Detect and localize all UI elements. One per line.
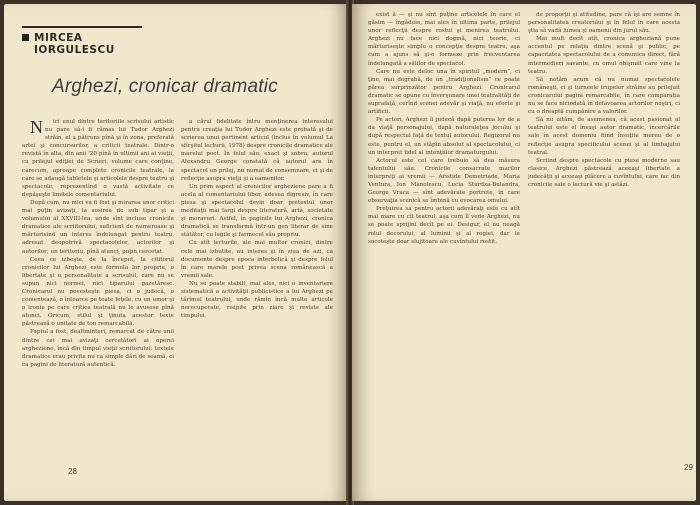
page-number-right: 29 [684, 463, 693, 472]
paragraph: După cum, nu mici va fi fost şi mirarea unor critici mai puţin avizaţi, la sosirea de sub tipar şi a volumului al XXVIII-lea, unde sînt incluse cronicile dramatice ale scriitorului, suficient de numeroase şi mărturisind un interes îndelungat pentru teatru, adresat deopotrivă spectacolelor, actorilor şi autorilor; un teritoriu, pînă atunci, puţin cercetat. [22, 199, 174, 255]
left-page [4, 4, 348, 501]
paragraph: Un prim aspect al cronicilor argheziene pare a fi acela al comentariului liber, adesea digresiv, în care piesa şi spectacolul devin doar pretextul unor meditaţii mai largi despre literatură, artă, societate şi moravuri. Astfel, în paginile lui Arghezi, cronica dramatică se transformă într-un gen literar de sine stătător, cu legile şi farmecul său propriu. [181, 183, 333, 239]
paragraph: Cu atît lecturile, ale mai multor cronici, dintre cele mai izbutite, au interes şi în ziua de azi, ca documente despre epoca interbelică şi despre felul în care marele poet privea scena românească a vremii sale. [181, 240, 333, 279]
paragraph: Actorul este cel care trebuie să dea măsura talentului său. Cronicile consacrate marilor interpreţi ai vremii — Aristide Demetriade, Maria Ventura, Ion Manolescu, Lucia Sturdza-Bulandra, George Vraca — sînt adevărate portrete, în care observaţia scenică se îmbină cu evocarea omului. [368, 157, 520, 205]
drop-cap: N [30, 118, 43, 137]
paragraph: de proporţii şi atitudine, pare că îşi are semne în personalitatea creatorului şi în felul în care acesta ştia să vadă lumea şi oamenii din jurul său. [528, 12, 680, 35]
author-first-name: MIRCEA [34, 32, 83, 44]
paragraph: ici unul dintre teritoriile scrisului artistic nu pare să-i fi rămas lui Tudor Arghezi străin, el a pătruns pînă şi în zona, preferată artei şi concursurilor, a criticii teatrale. Dintr-o revistă în alta, din anii '20 pînă în ultimii ani ai vieţii, cu prilejul ediţiei de Scrieri, volume care conţine, carecum, aproape complete cronicile teatrale, la care se adaugă tabletele şi articolele despre teatru şi spectacole, reprezentînd o vastă activitate ce depăşeşte limitele comentariului. [22, 119, 174, 198]
page-number-left: 28 [68, 467, 77, 476]
paragraph: Preţuirea sa pentru actorii adevăraţi este cu atît mai mare cu cît teatrul, aşa cum îl vede Arghezi, nu se poate sprijini decît pe ei. Desigur, el nu neagă rolul decorului, al luminii şi al regiei, dar le socoteşte doar slujitoare ale cuvîntului rostit. [368, 206, 520, 245]
right-column-2 [528, 11, 680, 443]
left-column-2 [181, 118, 333, 458]
right-column-1 [368, 11, 520, 443]
paragraph: Faptul a fost, dealtminteri, remarcat de către unii dintre cei mai avizaţi cercetători ai operei argheziene, încă din timpul vieţii scriitorului: textele dramatice erau privite nu ca simple dări de seamă, ci ca pagini de literatură autentică. [22, 329, 174, 368]
paragraph: Să nu uităm, de asemenea, că acest pasionat al teatrului este el însuşi autor dramatic, încercările sale în acest domeniu fiind însoţite mereu de o reflecţie asupra specificului scenei şi al limbajului teatral. [528, 117, 680, 156]
paragraph: Scriind despre spectacole cu piese moderne sau clasice, Arghezi păstrează aceeaşi libertate a judecăţii şi aceeaşi plăcere a cuvîntului, care fac din cronicile sale o lectură vie şi astăzi. [528, 157, 680, 188]
paragraph: Ceea ce izbeşte, de la început, la cititorul cronicilor lui Arghezi este formula lor proprie, o libertate şi o personalitate a scrisului, care nu se supun nici normei, nici tiparului gazetăresc. Cronicarul nu povesteşte piesa, ci o judecă, o comentează, o întoarce pe toate feţele, cu un umor şi o ironie pe care critica teatrală nu le avusese pînă atunci. Oricum, stilul şi ţinuta acestor texte păstrează o unitate de ton remarcabilă. [22, 256, 174, 328]
left-column-1 [22, 118, 174, 458]
right-page [352, 4, 696, 501]
paragraph: Care nu este deloc una în spiritul „modern”, ci ţine, mai degrabă, de un „tradiţionalism” ce poate părea surprinzător pentru Arghezi. Cronicarul dramatic se opune cu înverşunare unei teatralităţi de suprafaţă, cerînd scenei adevăr şi viaţă, nu efecte şi artificii. [368, 68, 520, 116]
paragraph: exist ă — şi nu sînt puţine articolele în care el găsim — îngăduie, mai ales în ultima parte, prilejul unor reflecţii despre rostul şi menirea teatrului. Arghezi nu face nici dogmă, nici teorie, ci mărturiseşte simplu o concepţie despre teatru, aşa cum a ajuns să şi-o formeze prin frecventarea îndelungată a sălilor de spectacol. [368, 12, 520, 67]
article-title: Arghezi, cronicar dramatic [52, 76, 278, 97]
paragraph: a cărui fidelitate întru menţinerea interesului pentru creaţia lui Tudor Arghezi este probată şi de scrierea unui pertinent articol (inclus în volumul La sfîrşitul lecturii, 1978) despre cronicile dramatice ale marelui poet. În felul său, exact şi sobru, autorul Alexandru George constată că autorul are în spectacol un prilej, nu numai de consemnare, ci şi de reflecţie asupra vieţii şi a oamenilor. [181, 119, 333, 182]
author-rule [22, 26, 142, 28]
paragraph: Pe actori, Arghezi îi judecă după puterea lor de a da viaţă personajului, după naturaleţea jocului şi după respectul faţă de textul autorului. Regizorul nu este, pentru el, un stăpîn absolut al spectacolului, ci un interpret fidel al intenţiilor dramaturgului. [368, 117, 520, 156]
paragraph: Nu se poate stabili, mai ales, nici o inventariere sistematică a activităţii publicistice a lui Arghezi pe tărîmul teatrului, unde rămîn încă multe articole nerecuperate, risipite prin ziare şi reviste ale timpului. [181, 280, 333, 320]
author-square-icon [22, 34, 29, 41]
paragraph: Mai mult decît atît, cronica argheziană pune accentul pe relaţia dintre scenă şi public, pe capacitatea spectacolului de a comunica direct, fără intermedieri savante, cu omul obişnuit care vine la teatru. [528, 36, 680, 75]
paragraph: Să notăm acum că nu numai spectacolele româneşti, ci şi turneele trupelor străine au prilejuit cronicarului pagini remarcabile, în care comparaţia nu se face niciodată în defavoarea actorilor noştri, ci cu o dreaptă cumpănire a valorilor. [528, 76, 680, 116]
author-last-name: IORGULESCU [34, 44, 115, 56]
